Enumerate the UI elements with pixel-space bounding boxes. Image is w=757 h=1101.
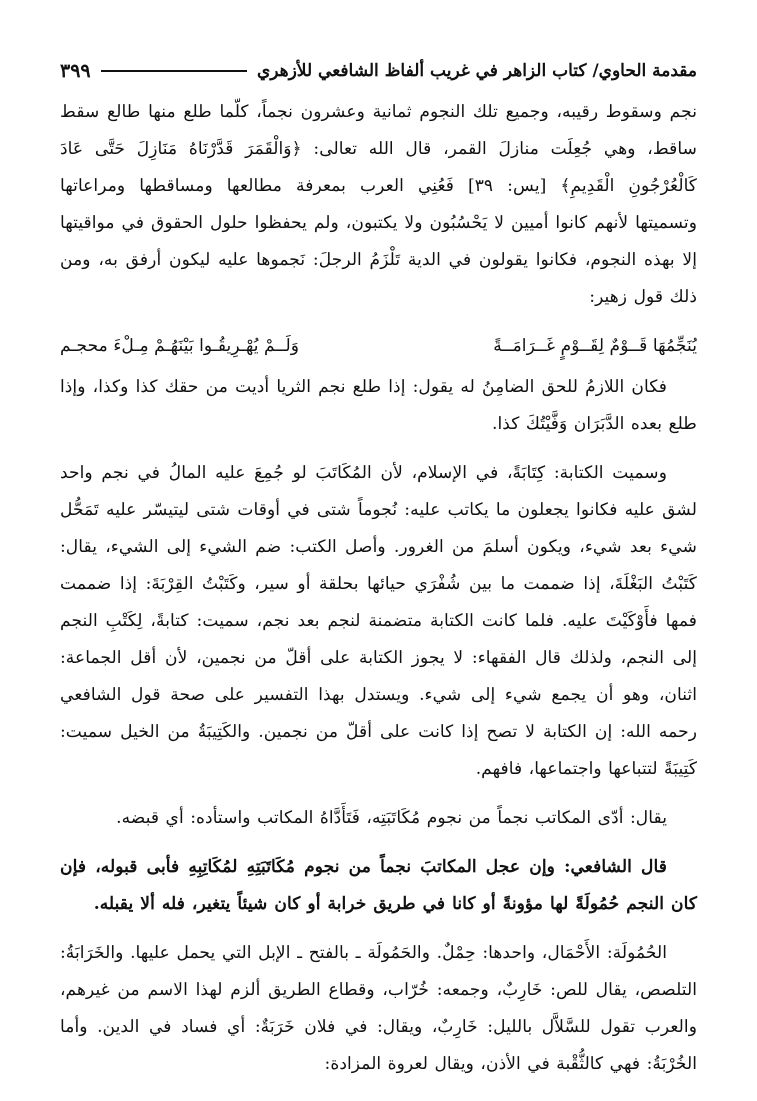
page-header [60, 56, 697, 86]
paragraph: فكان اللازمُ للحق الضامِنُ له يقول: إذا طلع نجم الثريا أديت من حقك كذا وكذا، وإذا طلع بعده الدَّبَرَان وَفَّيْتُكَ كذا. [60, 377, 697, 434]
page-body [60, 94, 697, 1095]
header-rule [101, 70, 247, 72]
page-number: ٣٩٩ [60, 60, 91, 82]
paragraph: يقال: أدّى المكاتب نجماً من نجوم مُكَاتَبَتِه، فَتَأَدَّاهُ المكاتب واستأده: أي قبضه. [116, 808, 667, 828]
poetry-verse [60, 328, 697, 365]
paragraph: نجم وسقوط رقيبه، وجميع تلك النجوم ثمانية وعشرون نجماً، كلّما طلع منها طالع سقط ساقط، وهي جُعِلَت منازلَ القمر، قال الله تعالى: ﴿وَالْقَمَرَ قَدَّرْنَاهُ مَنَازِلَ حَتَّى عَادَ كَالْعُرْجُونِ الْقَدِيمِ﴾ [يس: ٣٩] فَعُنِي العرب بمعرفة مطالعها ومساقطها ومراعاتها وتسميتها لأنهم كانوا أميين لا يَحْسُبُون ولا يكتبون، ولم يحفظوا حلول الحقوق في مواقيتها إلا بهذه النجوم، فكانوا يقولون في الدية تَلْزَمُ الرجلَ: نَجموها عليه ليكون أرفق به، ومن ذلك قول زهير: [60, 102, 697, 307]
verse-second-hemistich: وَلَــمْ يُهْـرِيقُـوا بَيْنَهُـمْ مِـلْءَ محجـم [60, 336, 300, 356]
paragraph: الحُمُولَة: الأَحْمَال، واحدها: حِمْلٌ. والحَمُولَة ـ بالفتح ـ الإبل التي يحمل عليها. والخَرَابَةُ: التلصص، يقال للص: خَارِبٌ، وجمعه: خُرّاب، وقطاع الطريق ألزم لهذا الاسم من غيرهم، والعرب تقول للسَّلاَّل بالليل: خَارِبٌ، ويقال: في فلان خَرَبَةٌ: أي فساد في الدين. وأما الخُرْبَةُ: فهي كالثُّقْبة في الأذن، ويقال لعروة المزادة: [60, 943, 697, 1074]
verse-first-hemistich: يُنَجِّمُهَا قَــوْمٌ لِقَــوْمٍ غَــرَامَــةً [493, 336, 697, 356]
quoted-text-paragraph: قال الشافعي: وإن عجل المكاتبَ نجماً من نجوم مُكَاتَبَتِهِ لمُكَاتِبِهِ فأبى قبوله، فإن كان النجم حُمُولَةً لها مؤونةً أو كانا في طريق خرابة أو كان شيئاً يتغير، فله ألا يقبله. [60, 857, 697, 914]
paragraph: وسميت الكتابة: كِتَابَةً، في الإسلام، لأن المُكَاتَبَ لو جُمِعَ عليه المالُ في نجم واحد لشق عليه فكانوا يجعلون ما يكاتب عليه: نُجوماً شتى في أوقات شتى ليتيسّر عليه تَمَحُّل شيء بعد شيء، ويكون أسلمَ من الغرور. وأصل الكتب: ضم الشيء إلى الشيء، يقال: كَتَبْتُ البَغْلَةَ، إذا ضممت ما بين شُفْرَي حيائها بحلقة أو سير، وكَتَبْتُ القِرْبَةَ: إذا ضممت فمها فأَوْكَيْتَ عليه. فلما كانت الكتابة متضمنة لنجم بعد نجم، سميت: كتابةً، لِكَتْبِ النجم إلى النجم، ولذلك قال الفقهاء: لا يجوز الكتابة على أقلّ من نجمين، لأن أقل الجماعة: اثنان، وهو أن يجمع شيء إلى شيء. ويستدل بهذا التفسير على صحة قول الشافعي رحمه الله: إن الكتابة لا تصح إذا كانت على أقلّ من نجمين. والكَتِيبَةُ من الخيل سميت: كَتِيبَةً لتتباعها واجتماعها، فافهم. [60, 463, 697, 779]
running-title: مقدمة الحاوي/ كتاب الزاهر في غريب ألفاظ الشافعي للأزهري [256, 61, 697, 81]
